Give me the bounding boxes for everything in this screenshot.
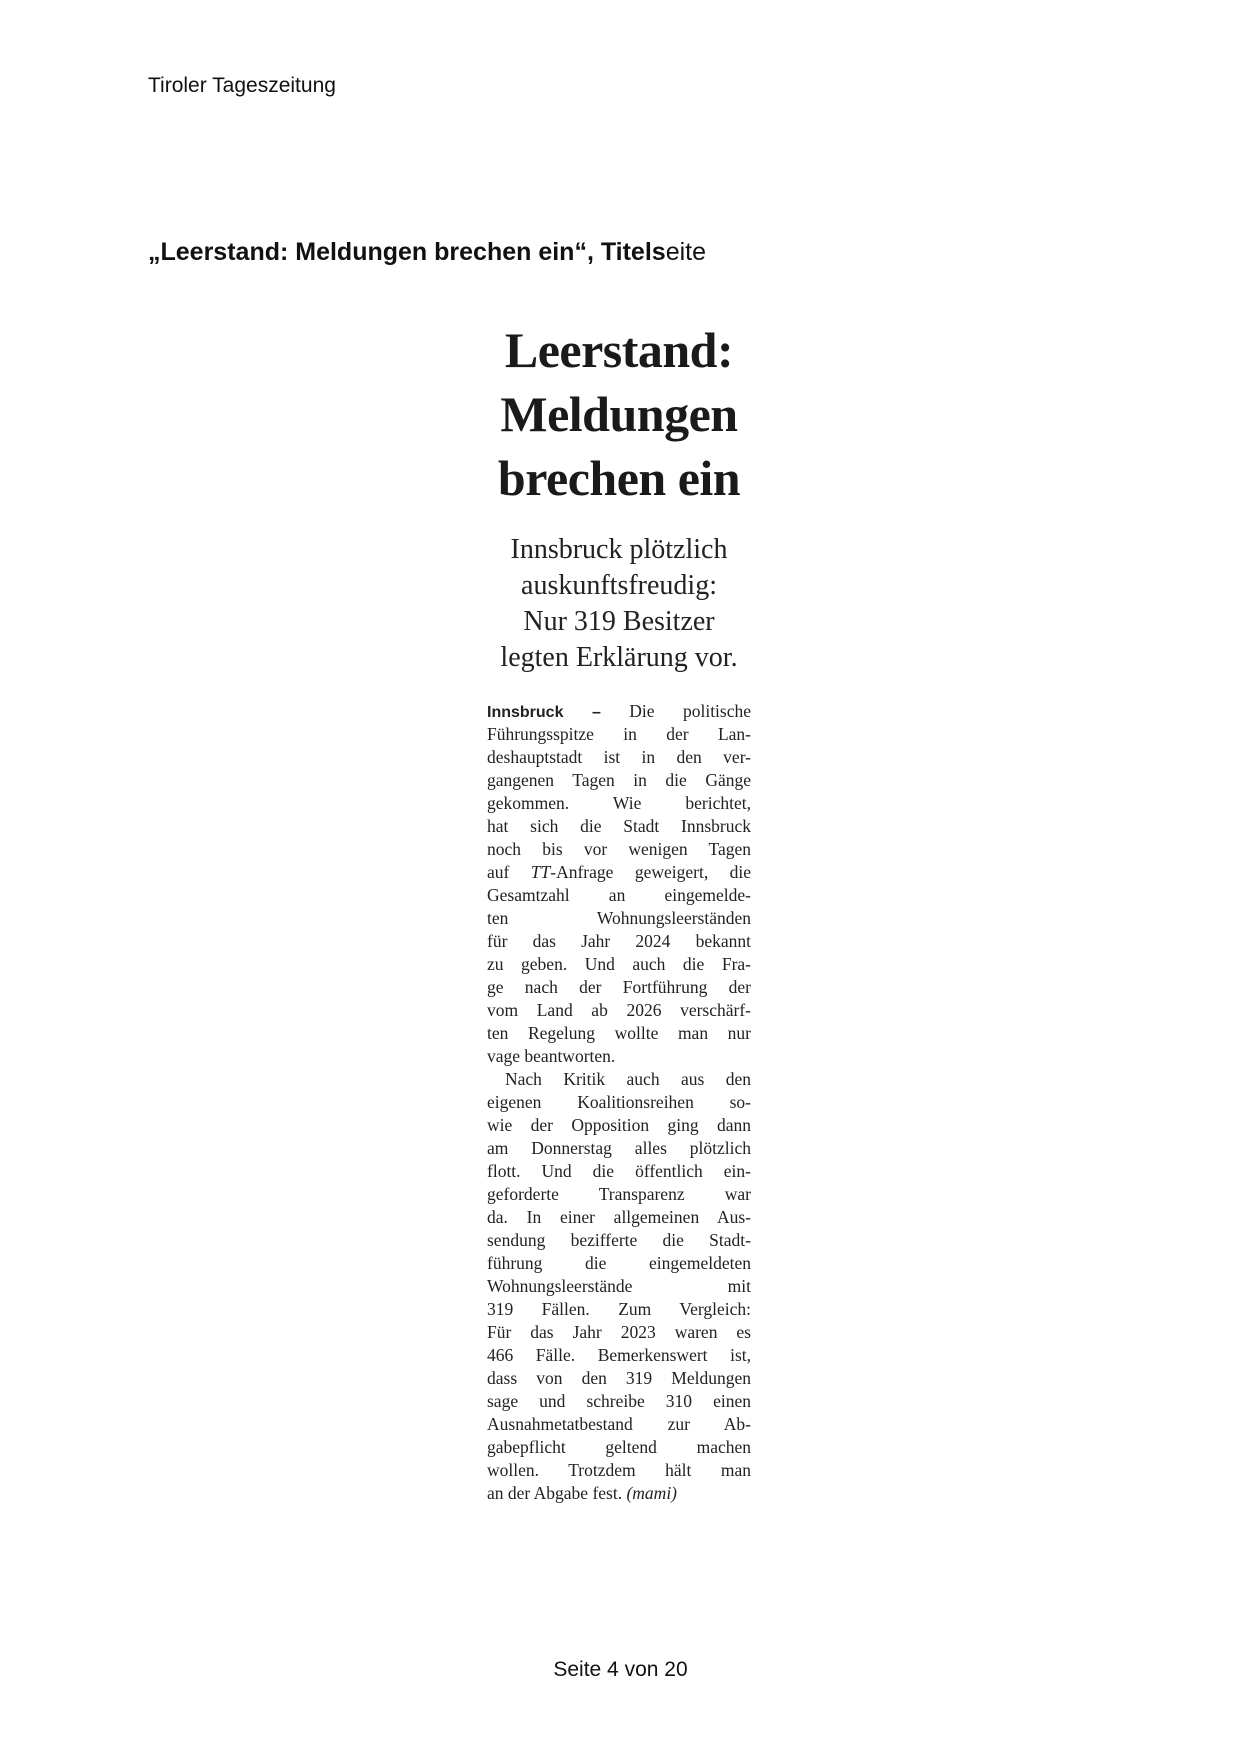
body-line: eigenen Koalitionsreihen so-: [487, 1092, 751, 1112]
body-text: auf: [487, 862, 510, 882]
dateline: Innsbruck –: [487, 704, 601, 721]
body-text: -Anfrage geweigert, die: [550, 862, 751, 882]
headline-line: brechen ein: [497, 450, 741, 506]
body-line: sage und schreibe 310 einen: [487, 1391, 751, 1411]
headline: [487, 318, 751, 510]
body-line: für das Jahr 2024 bekannt: [487, 931, 751, 951]
article-body: [487, 700, 751, 1505]
page-number: Seite 4 von 20: [553, 1658, 688, 1681]
body-line: 319 Fällen. Zum Vergleich:: [487, 1299, 751, 1319]
body-line: [487, 700, 751, 723]
subhead-line: auskunftsfreudig:: [521, 570, 717, 601]
subhead-line: legten Erklärung vor.: [500, 642, 738, 673]
body-line: flott. Und die öffentlich ein-: [487, 1161, 751, 1181]
article-reference-title: „Leerstand: Meldungen brechen ein“, Titels: [148, 238, 666, 266]
headline-line: Leerstand:: [504, 322, 734, 378]
body-line: Führungsspitze in der Lan-: [487, 724, 751, 744]
body-line: da. In einer allgemeinen Aus-: [487, 1207, 751, 1227]
body-line: führung die eingemeldeten: [487, 1253, 751, 1273]
body-line: [487, 1482, 751, 1505]
publication-name: Tiroler Tageszeitung: [148, 74, 336, 97]
body-line: hat sich die Stadt Innsbruck: [487, 816, 751, 836]
body-line: noch bis vor wenigen Tagen: [487, 839, 751, 859]
body-line: wie der Opposition ging dann: [487, 1115, 751, 1135]
body-line: Wohnungsleerstände mit: [487, 1276, 751, 1296]
body-line: deshauptstadt ist in den ver-: [487, 747, 751, 767]
body-line: Für das Jahr 2023 waren es: [487, 1322, 751, 1342]
subhead-line: Nur 319 Besitzer: [523, 606, 715, 637]
body-line: vage beantworten.: [487, 1046, 616, 1066]
body-line: dass von den 319 Meldungen: [487, 1368, 751, 1388]
author-byline: (mami): [626, 1483, 678, 1503]
body-line: ten Wohnungsleerständen: [487, 908, 751, 928]
article-reference: [148, 238, 706, 267]
body-line: Nach Kritik auch aus den: [505, 1069, 751, 1089]
subheadline: [477, 532, 761, 676]
body-line: ge nach der Fortführung der: [487, 977, 751, 997]
body-line: gabepflicht geltend machen: [487, 1437, 751, 1457]
body-line: [487, 861, 751, 884]
body-line: Gesamtzahl an eingemelde-: [487, 885, 751, 905]
body-line: 466 Fälle. Bemerkenswert ist,: [487, 1345, 751, 1365]
headline-line: Meldungen: [500, 386, 738, 442]
body-text: an der Abgabe fest.: [487, 1483, 623, 1503]
body-text: Die politische: [629, 701, 752, 721]
body-line: vom Land ab 2026 verschärf-: [487, 1000, 751, 1020]
subhead-line: Innsbruck plötzlich: [510, 534, 728, 565]
body-line: gekommen. Wie berichtet,: [487, 793, 751, 813]
body-line: sendung bezifferte die Stadt-: [487, 1230, 751, 1250]
body-line: Ausnahmetatbestand zur Ab-: [487, 1414, 751, 1434]
body-line: am Donnerstag alles plötzlich: [487, 1138, 751, 1158]
body-line: gangenen Tagen in die Gänge: [487, 770, 751, 790]
article-reference-suffix: eite: [665, 238, 707, 266]
newspaper-clipping: [487, 318, 751, 1505]
tt-abbrev: TT: [530, 862, 551, 882]
body-line: ten Regelung wollte man nur: [487, 1023, 751, 1043]
body-line: wollen. Trotzdem hält man: [487, 1460, 751, 1480]
body-line: zu geben. Und auch die Fra-: [487, 954, 751, 974]
body-line: geforderte Transparenz war: [487, 1184, 751, 1204]
